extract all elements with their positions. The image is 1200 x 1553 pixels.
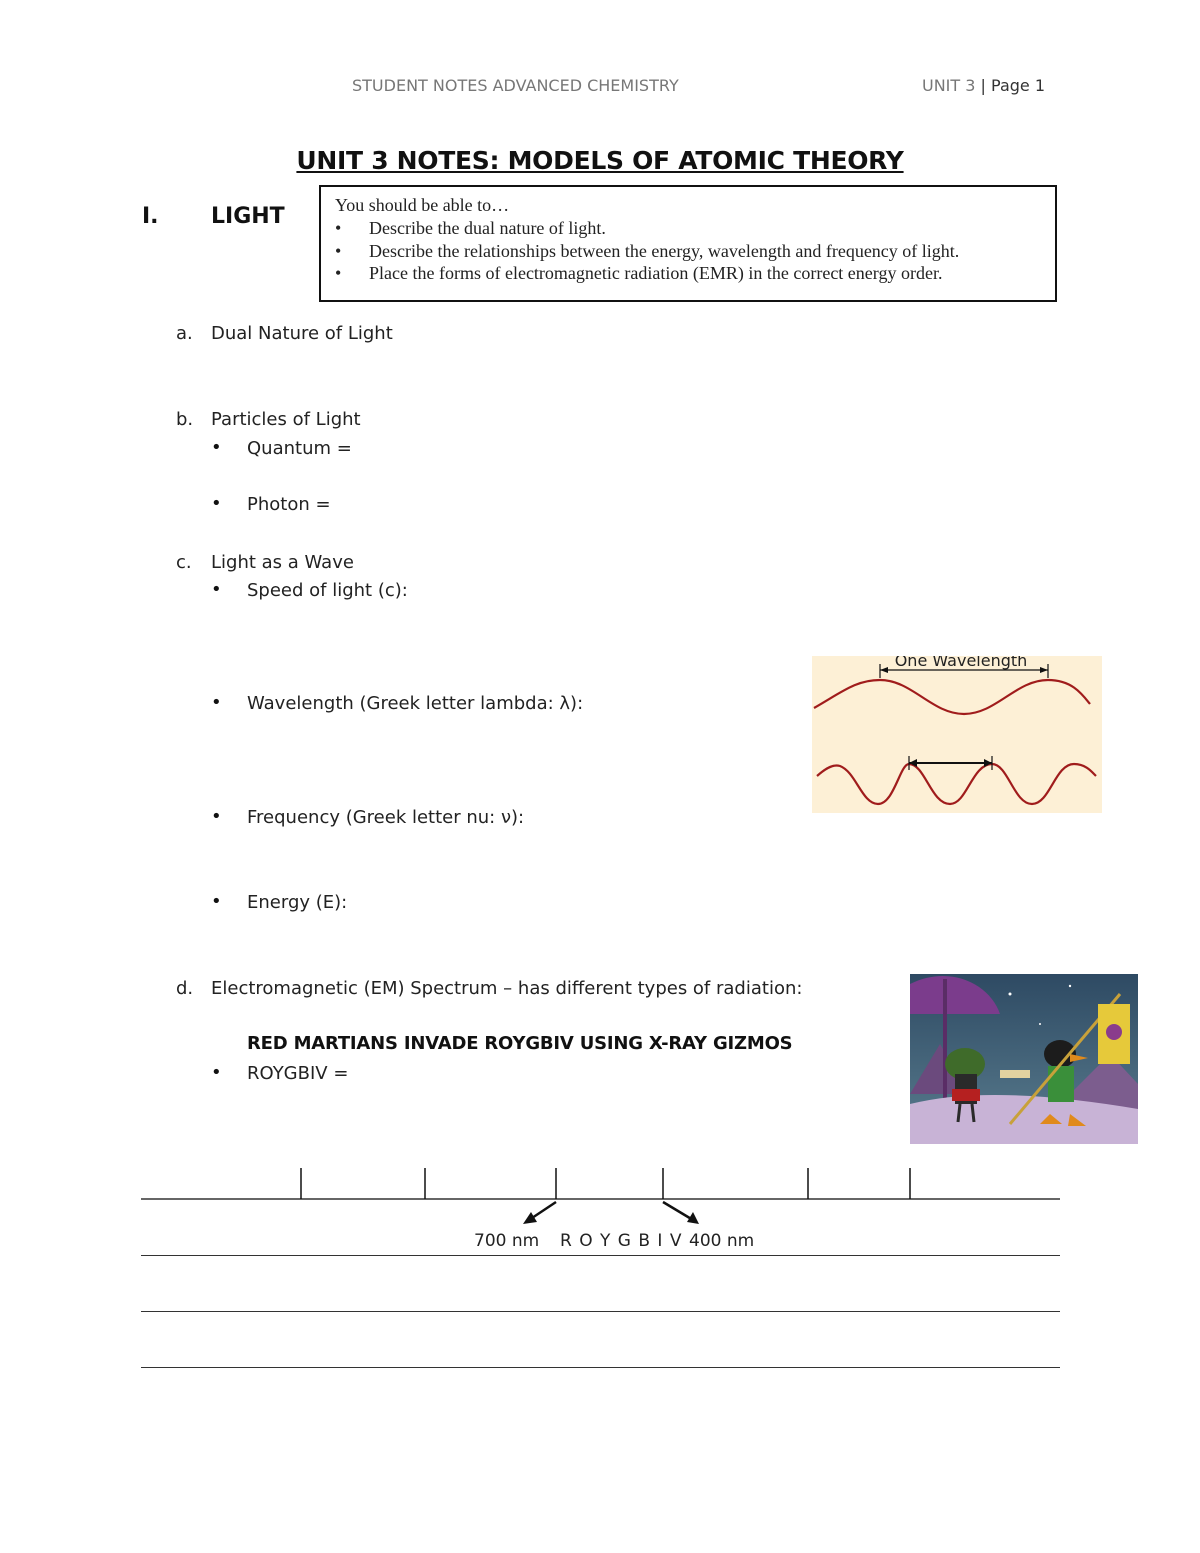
bullet-icon: • — [335, 218, 342, 238]
bullet-icon: • — [211, 806, 222, 827]
writing-line — [141, 1255, 1060, 1256]
martian-cartoon-image — [910, 974, 1138, 1144]
spectrum-700nm-label: 700 nm — [474, 1231, 540, 1251]
header-separator: | — [980, 76, 986, 95]
header-right — [922, 76, 1045, 95]
outline-label-c: Light as a Wave — [211, 552, 354, 573]
outline-label-b: Particles of Light — [211, 409, 361, 430]
bullet-icon: • — [211, 493, 222, 514]
outline-marker-c: c. — [176, 552, 192, 573]
objectives-intro: You should be able to… — [335, 195, 510, 215]
outline-marker-b: b. — [176, 409, 194, 430]
bullet-quantum: Quantum = — [247, 438, 352, 459]
arrow-to-400nm — [663, 1202, 693, 1220]
bullet-icon: • — [211, 1062, 222, 1083]
bullet-icon: • — [211, 437, 222, 458]
bullet-photon: Photon = — [247, 494, 331, 515]
bullet-wavelength: Wavelength (Greek letter lambda: λ): — [247, 693, 584, 714]
outline-label-a: Dual Nature of Light — [211, 323, 393, 344]
bullet-icon: • — [335, 240, 342, 261]
bullet-speed-of-light: Speed of light (c): — [247, 580, 408, 601]
outline-marker-a: a. — [176, 323, 193, 344]
header-left-text: STUDENT NOTES ADVANCED CHEMISTRY — [352, 76, 679, 95]
bullet-roygbiv: ROYGBIV = — [247, 1063, 349, 1084]
page-title: UNIT 3 NOTES: MODELS OF ATOMIC THEORY — [296, 146, 904, 175]
objective-item: • Describe the relationships between the energy, wavelength and frequency of light. — [335, 240, 960, 261]
wavelength-label: One Wavelength — [894, 656, 1028, 670]
wavelength-figure — [812, 656, 1102, 813]
writing-line — [141, 1367, 1060, 1368]
writing-line — [141, 1311, 1060, 1312]
spectrum-400nm-label: 400 nm — [689, 1231, 755, 1251]
objectives-list — [335, 217, 959, 285]
section-heading: LIGHT — [211, 204, 285, 229]
wave-diagram — [812, 656, 1102, 813]
objectives-box — [319, 185, 1057, 302]
bullet-icon: • — [211, 579, 222, 600]
bullet-frequency: Frequency (Greek letter nu: ν): — [247, 807, 525, 828]
bullet-energy: Energy (E): — [247, 892, 348, 913]
figure-background — [812, 656, 1102, 813]
objective-item: • Describe the dual nature of light. — [335, 218, 606, 238]
outline-label-d: Electromagnetic (EM) Spectrum – has different types of radiation: — [211, 978, 803, 999]
objective-item: • Place the forms of electromagnetic radiation (EMR) in the correct energy order. — [335, 263, 943, 283]
bullet-icon: • — [211, 891, 222, 912]
arrowhead-700nm — [523, 1212, 537, 1224]
bullet-icon: • — [335, 263, 342, 283]
header-unit: UNIT 3 — [922, 76, 976, 95]
em-mnemonic: RED MARTIANS INVADE ROYGBIV USING X-RAY GIZMOS — [247, 1033, 793, 1054]
header-page-number: Page 1 — [991, 76, 1046, 95]
spectrum-roygbiv-label: R O Y G B I V — [560, 1231, 683, 1251]
section-numeral: I. — [142, 204, 159, 229]
cartoon-illustration — [910, 974, 1138, 1144]
outline-marker-d: d. — [176, 978, 194, 999]
bullet-icon: • — [211, 692, 222, 713]
